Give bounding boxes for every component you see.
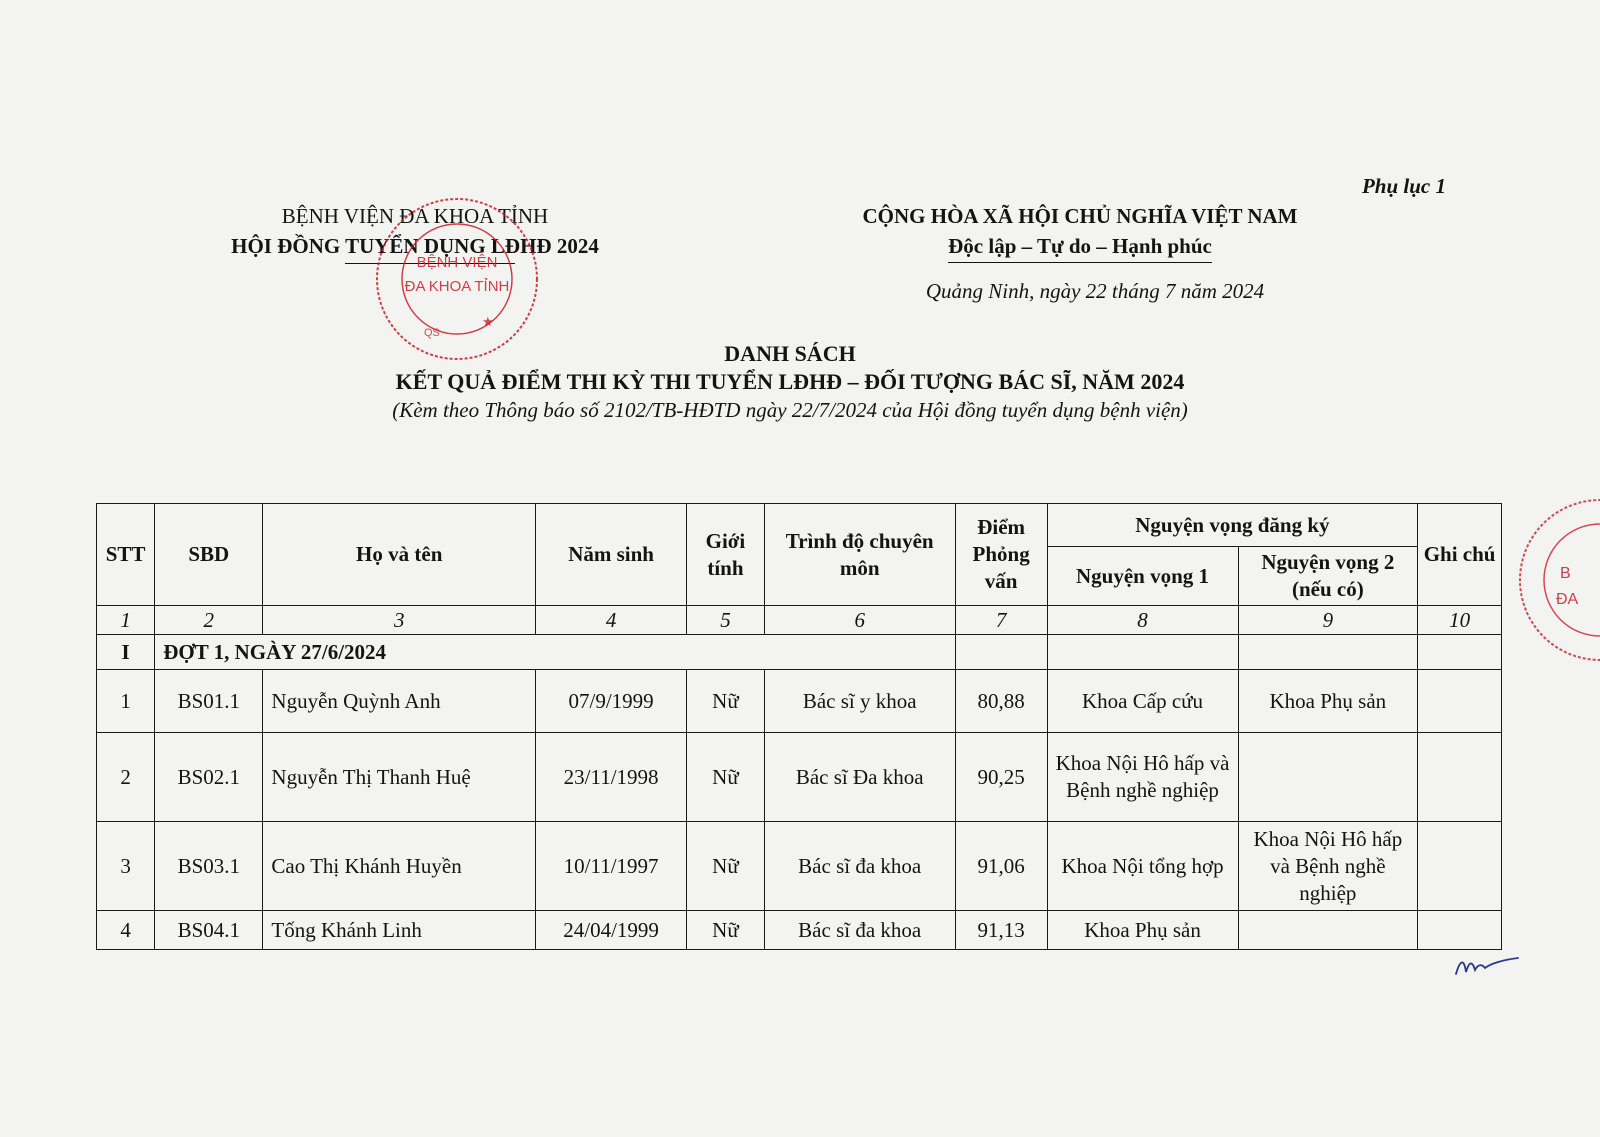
cell-score: 91,13	[955, 911, 1047, 950]
table-row	[97, 733, 1502, 822]
header-stt: STT	[97, 504, 155, 606]
cell-pref1: Khoa Cấp cứu	[1047, 670, 1238, 733]
header-preferences: Nguyện vọng đăng ký	[1047, 504, 1418, 547]
cell-stt: 3	[97, 822, 155, 911]
cell-stt: 1	[97, 670, 155, 733]
column-index: 8	[1047, 606, 1238, 635]
initials-signature	[1452, 950, 1522, 980]
cell-qualification: Bác sĩ đa khoa	[764, 911, 955, 950]
partial-seal-edge	[1512, 490, 1600, 670]
cell-stt: 4	[97, 911, 155, 950]
document-title	[140, 340, 1440, 424]
header-gender: Giới tính	[687, 504, 765, 606]
cell-sbd: BS02.1	[155, 733, 263, 822]
column-index: 6	[764, 606, 955, 635]
cell-pref1: Khoa Phụ sản	[1047, 911, 1238, 950]
svg-text:B: B	[1560, 565, 1571, 582]
header-note: Ghi chú	[1418, 504, 1502, 606]
cell-score: 80,88	[955, 670, 1047, 733]
cell-qualification: Bác sĩ đa khoa	[764, 822, 955, 911]
title-line-2: KẾT QUẢ ĐIỂM THI KỲ THI TUYỂN LĐHĐ – ĐỐI TƯỢNG BÁC SĨ, NĂM 2024	[395, 369, 1185, 394]
cell-score: 91,06	[955, 822, 1047, 911]
cell-birth: 23/11/1998	[536, 733, 687, 822]
hospital-name: BỆNH VIỆN ĐA KHOA TỈNH	[281, 204, 549, 228]
table-row	[97, 670, 1502, 733]
table-row	[97, 911, 1502, 950]
column-index-row	[97, 606, 1502, 635]
cell-score: 90,25	[955, 733, 1047, 822]
header-birth-year: Năm sinh	[536, 504, 687, 606]
cell-name: Nguyễn Thị Thanh Huệ	[263, 733, 536, 822]
cell-qualification: Bác sĩ y khoa	[764, 670, 955, 733]
svg-text:QS: QS	[424, 327, 440, 339]
national-header	[800, 201, 1360, 263]
appendix-label: Phụ lục 1	[1361, 174, 1446, 198]
place-date: Quảng Ninh, ngày 22 tháng 7 năm 2024	[925, 279, 1265, 303]
seal-text-2: ĐA KHOA TỈNH	[404, 278, 510, 295]
cell-gender: Nữ	[687, 733, 765, 822]
motto-text: Độc lập – Tự do – Hạnh phúc	[948, 231, 1212, 263]
cell-gender: Nữ	[687, 911, 765, 950]
header-pref1: Nguyện vọng 1	[1047, 547, 1238, 606]
cell-name: Cao Thị Khánh Huyền	[263, 822, 536, 911]
header-qualification: Trình độ chuyên môn	[764, 504, 955, 606]
cell-gender: Nữ	[687, 822, 765, 911]
title-subtitle: (Kèm theo Thông báo số 2102/TB-HĐTD ngày 22/7/2024 của Hội đồng tuyển dụng bệnh viện)	[392, 398, 1188, 422]
cell-gender: Nữ	[687, 670, 765, 733]
cell-note	[1418, 733, 1502, 822]
cell-name: Tống Khánh Linh	[263, 911, 536, 950]
country-name: CỘNG HÒA XÃ HỘI CHỦ NGHĨA VIỆT NAM	[862, 204, 1298, 228]
column-index: 1	[97, 606, 155, 635]
cell-pref2	[1238, 911, 1418, 950]
cell-qualification: Bác sĩ Đa khoa	[764, 733, 955, 822]
header-name: Họ và tên	[263, 504, 536, 606]
header-sbd: SBD	[155, 504, 263, 606]
column-index: 5	[687, 606, 765, 635]
empty-cell	[955, 635, 1047, 670]
table-row	[97, 822, 1502, 911]
results-table	[96, 503, 1502, 950]
cell-birth: 24/04/1999	[536, 911, 687, 950]
cell-sbd: BS01.1	[155, 670, 263, 733]
cell-pref2: Khoa Nội Hô hấp và Bệnh nghề nghiệp	[1238, 822, 1418, 911]
cell-name: Nguyễn Quỳnh Anh	[263, 670, 536, 733]
section-label: ĐỢT 1, NGÀY 27/6/2024	[155, 635, 955, 670]
cell-pref1: Khoa Nội Hô hấp và Bệnh nghề nghiệp	[1047, 733, 1238, 822]
cell-note	[1418, 670, 1502, 733]
title-line-1: DANH SÁCH	[724, 341, 856, 366]
motto	[800, 231, 1360, 263]
column-index: 10	[1418, 606, 1502, 635]
cell-pref2	[1238, 733, 1418, 822]
cell-note	[1418, 911, 1502, 950]
section-row	[97, 635, 1502, 670]
empty-cell	[1418, 635, 1502, 670]
cell-sbd: BS03.1	[155, 822, 263, 911]
empty-cell	[1047, 635, 1238, 670]
column-index: 2	[155, 606, 263, 635]
cell-sbd: BS04.1	[155, 911, 263, 950]
empty-cell	[1238, 635, 1418, 670]
cell-stt: 2	[97, 733, 155, 822]
svg-text:★: ★	[482, 314, 494, 329]
cell-note	[1418, 822, 1502, 911]
cell-birth: 10/11/1997	[536, 822, 687, 911]
cell-pref1: Khoa Nội tổng hợp	[1047, 822, 1238, 911]
svg-text:ĐA: ĐA	[1556, 591, 1579, 608]
column-index: 9	[1238, 606, 1418, 635]
header-pref2: Nguyện vọng 2 (nếu có)	[1238, 547, 1418, 606]
column-index: 7	[955, 606, 1047, 635]
header-score: Điểm Phỏng vấn	[955, 504, 1047, 606]
cell-birth: 07/9/1999	[536, 670, 687, 733]
seal-text-1: BỆNH VIỆN	[416, 254, 498, 271]
official-seal	[372, 194, 542, 364]
council-name: HỘI ĐỒNG TUYỂN DỤNG LĐHĐ 2024	[231, 234, 599, 258]
cell-pref2: Khoa Phụ sản	[1238, 670, 1418, 733]
column-index: 4	[536, 606, 687, 635]
section-roman: I	[97, 635, 155, 670]
column-index: 3	[263, 606, 536, 635]
